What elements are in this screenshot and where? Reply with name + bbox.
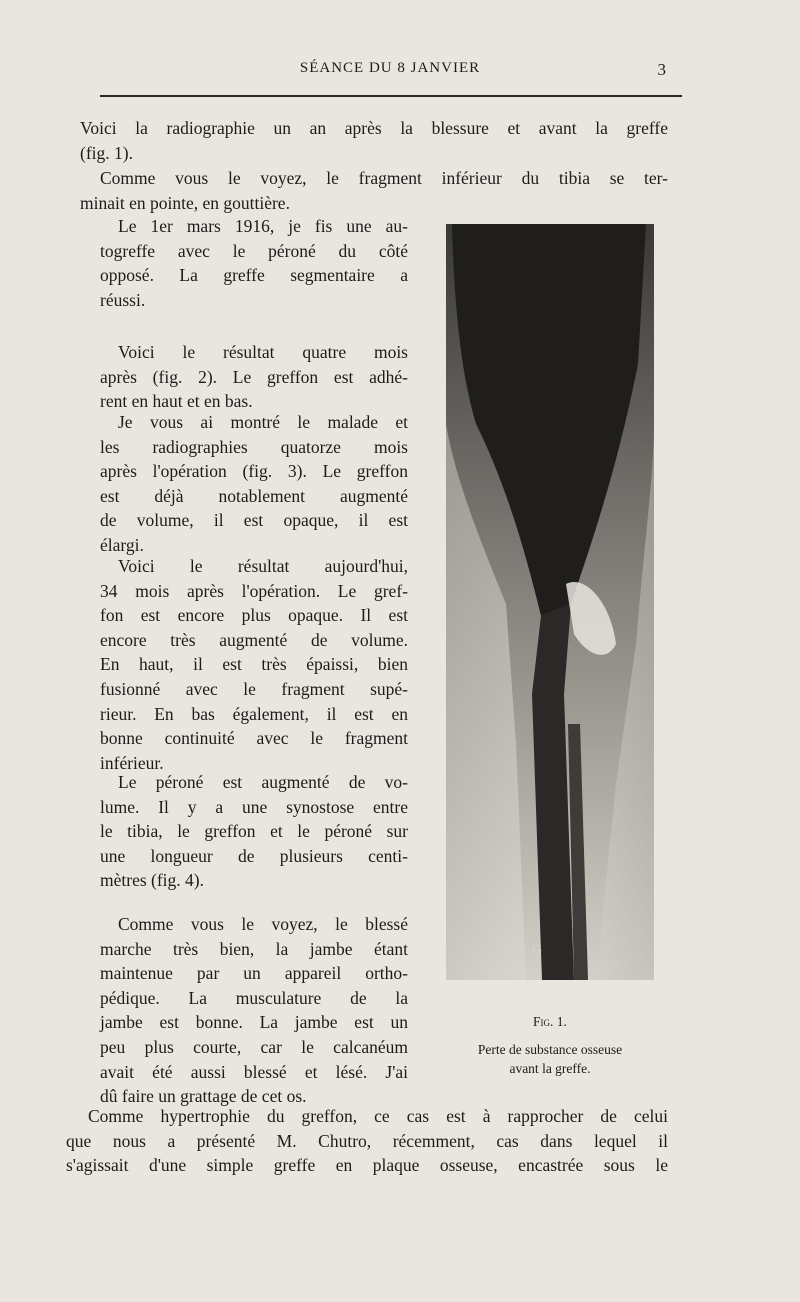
film-mark: G xyxy=(532,943,543,958)
figure-label: Fig. 1. xyxy=(533,1014,567,1029)
figure-caption xyxy=(420,1040,680,1078)
paragraph-4 xyxy=(100,340,408,414)
text-line: jambe est bonne. La jambe est un xyxy=(100,1012,408,1033)
text-line: (fig. 1). xyxy=(80,142,133,163)
xray-image xyxy=(446,224,654,980)
xray-figure xyxy=(446,224,654,980)
header-rule xyxy=(100,95,682,97)
text-line: dû faire un grattage de cet os. xyxy=(100,1086,307,1107)
text-line: opposé. La greffe segmentaire a xyxy=(100,265,408,286)
text-line: Je vous ai montré le malade et xyxy=(118,412,408,432)
paragraph-5 xyxy=(100,410,408,558)
text-line: après l'opération (fig. 3). Le greffon xyxy=(100,461,408,482)
text-line: Voici le résultat aujourd'hui, xyxy=(118,556,408,576)
running-title: SÉANCE DU 8 JANVIER xyxy=(299,60,481,76)
text-line: s'agissait d'une simple greffe en plaque osseuse, encastrée sous le xyxy=(66,1155,668,1176)
text-line: rent en haut et en bas. xyxy=(100,391,253,412)
paragraph-3 xyxy=(100,214,408,312)
paragraph-8 xyxy=(100,912,408,1109)
text-line: une longueur de plusieurs centi- xyxy=(100,845,408,866)
text-line: après (fig. 2). Le greffon est adhé- xyxy=(100,366,408,387)
text-line: Comme vous le voyez, le blessé xyxy=(118,914,408,934)
page-number: 3 xyxy=(657,60,666,79)
text-line: les radiographies quatorze mois xyxy=(100,436,408,457)
text-line: marche très bien, la jambe étant xyxy=(100,938,408,959)
text-line: que nous a présenté M. Chutro, récemment, cas dans lequel il xyxy=(66,1130,668,1151)
paragraph-1 xyxy=(80,116,668,165)
text-line: de volume, il est opaque, il est xyxy=(100,510,408,531)
text-line: bonne continuité avec le fragment xyxy=(100,728,408,749)
text-line: 34 mois après l'opération. Le gref- xyxy=(100,580,408,601)
paragraph-2 xyxy=(80,166,668,215)
text-line: lume. Il y a une synostose entre xyxy=(100,796,408,817)
text-line: rieur. En bas également, il est en xyxy=(100,703,408,724)
text-line: maintenue par un appareil ortho- xyxy=(100,963,408,984)
text-line: Comme vous le voyez, le fragment inférieur du tibia se ter- xyxy=(100,168,668,188)
caption-line: Perte de substance osseuse xyxy=(477,1042,623,1057)
text-line: pédique. La musculature de la xyxy=(100,987,408,1008)
text-line: Le péroné est augmenté de vo- xyxy=(118,772,408,792)
text-line: Voici le résultat quatre mois xyxy=(118,342,408,362)
text-line: mètres (fig. 4). xyxy=(100,870,204,891)
text-line: peu plus courte, car le calcanéum xyxy=(100,1036,408,1057)
text-line: réussi. xyxy=(100,289,146,310)
paragraph-9 xyxy=(66,1104,668,1178)
text-line: avait été aussi blessé et lésé. J'ai xyxy=(100,1061,408,1082)
text-line: Comme hypertrophie du greffon, ce cas est à rapprocher de celui xyxy=(88,1106,668,1126)
text-line: En haut, il est très épaissi, bien xyxy=(100,654,408,675)
text-line: togreffe avec le péroné du côté xyxy=(100,240,408,261)
paragraph-7 xyxy=(100,770,408,893)
text-line: fon est encore plus opaque. Il est xyxy=(100,605,408,626)
text-line: le tibia, le greffon et le péroné sur xyxy=(100,821,408,842)
text-line: est déjà notablement augmenté xyxy=(100,485,408,506)
text-line: encore très augmenté de volume. xyxy=(100,629,408,650)
caption-line: avant la greffe. xyxy=(509,1061,591,1076)
running-header xyxy=(100,60,680,84)
text-line: minait en pointe, en gouttière. xyxy=(80,192,290,213)
text-line: élargi. xyxy=(100,534,144,555)
text-line: Voici la radiographie un an après la blessure et avant la greffe xyxy=(80,118,668,138)
paragraph-6 xyxy=(100,554,408,775)
text-line: Le 1er mars 1916, je fis une au- xyxy=(118,216,408,236)
text-line: fusionné avec le fragment supé- xyxy=(100,678,408,699)
text-line: inférieur. xyxy=(100,752,164,773)
